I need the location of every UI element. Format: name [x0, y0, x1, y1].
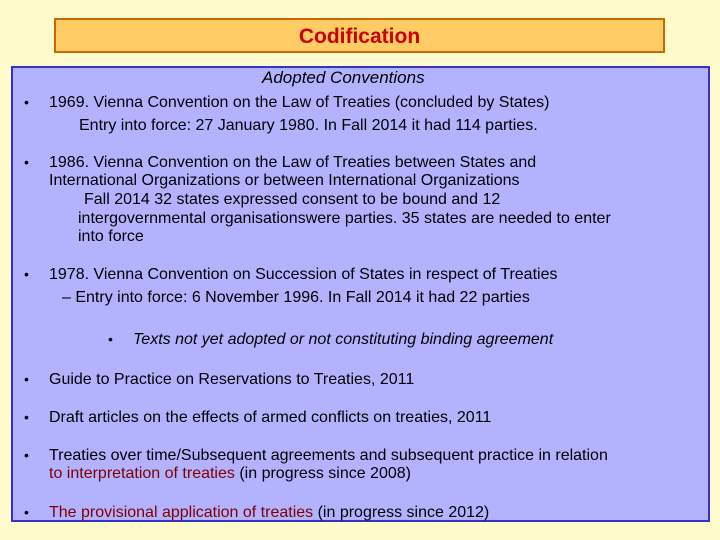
- pending-item-reservations: Guide to Practice on Reservations to Treaties, 2011: [49, 371, 415, 388]
- convention-1969-title: 1969. Vienna Convention on the Law of Treaties (concluded by States): [49, 94, 550, 111]
- topic-link-text: The provisional application of treaties: [49, 504, 314, 521]
- pending-item-provisional-application: [49, 503, 489, 522]
- pending-item-subsequent-practice-line2: [49, 464, 411, 483]
- pending-heading: Texts not yet adopted or not constituting binding agreement: [133, 331, 554, 348]
- bullet-marker: •: [24, 504, 29, 520]
- topic-link-text: to interpretation of treaties: [49, 465, 235, 482]
- convention-1986-title-line2: International Organizations or between International Organizations: [49, 172, 520, 189]
- adopted-heading: Adopted Conventions: [262, 68, 425, 87]
- convention-1978-title: 1978. Vienna Convention on Succession of States in respect of Treaties: [49, 266, 558, 283]
- convention-1978-detail: – Entry into force: 6 November 1996. In Fall 2014 it had 22 parties: [62, 289, 530, 306]
- convention-1969-detail: Entry into force: 27 January 1980. In Fall 2014 it had 114 parties.: [79, 117, 538, 134]
- progress-note: (in progress since 2012): [313, 504, 490, 521]
- pending-item-armed-conflicts: Draft articles on the effects of armed conflicts on treaties, 2011: [49, 409, 492, 426]
- convention-1986-detail-line2: intergovernmental organisationswere parties. 35 states are needed to enter: [78, 210, 611, 227]
- bullet-marker: •: [108, 331, 113, 347]
- convention-1986-detail-line3: into force: [78, 228, 144, 245]
- bullet-marker: •: [24, 94, 29, 110]
- bullet-marker: •: [24, 447, 29, 463]
- convention-1986-title-line1: 1986. Vienna Convention on the Law of Treaties between States and: [49, 154, 537, 171]
- bullet-marker: •: [24, 266, 29, 282]
- bullet-marker: •: [24, 409, 29, 425]
- convention-1986-detail-line1: Fall 2014 32 states expressed consent to be bound and 12: [84, 191, 501, 208]
- title-banner: [54, 18, 665, 53]
- bullet-marker: •: [24, 154, 29, 170]
- slide-title: Codification: [298, 25, 421, 48]
- pending-item-subsequent-practice-line1: Treaties over time/Subsequent agreements and subsequent practice in relation: [49, 447, 608, 464]
- progress-note: (in progress since 2008): [234, 465, 411, 482]
- bullet-marker: •: [24, 371, 29, 387]
